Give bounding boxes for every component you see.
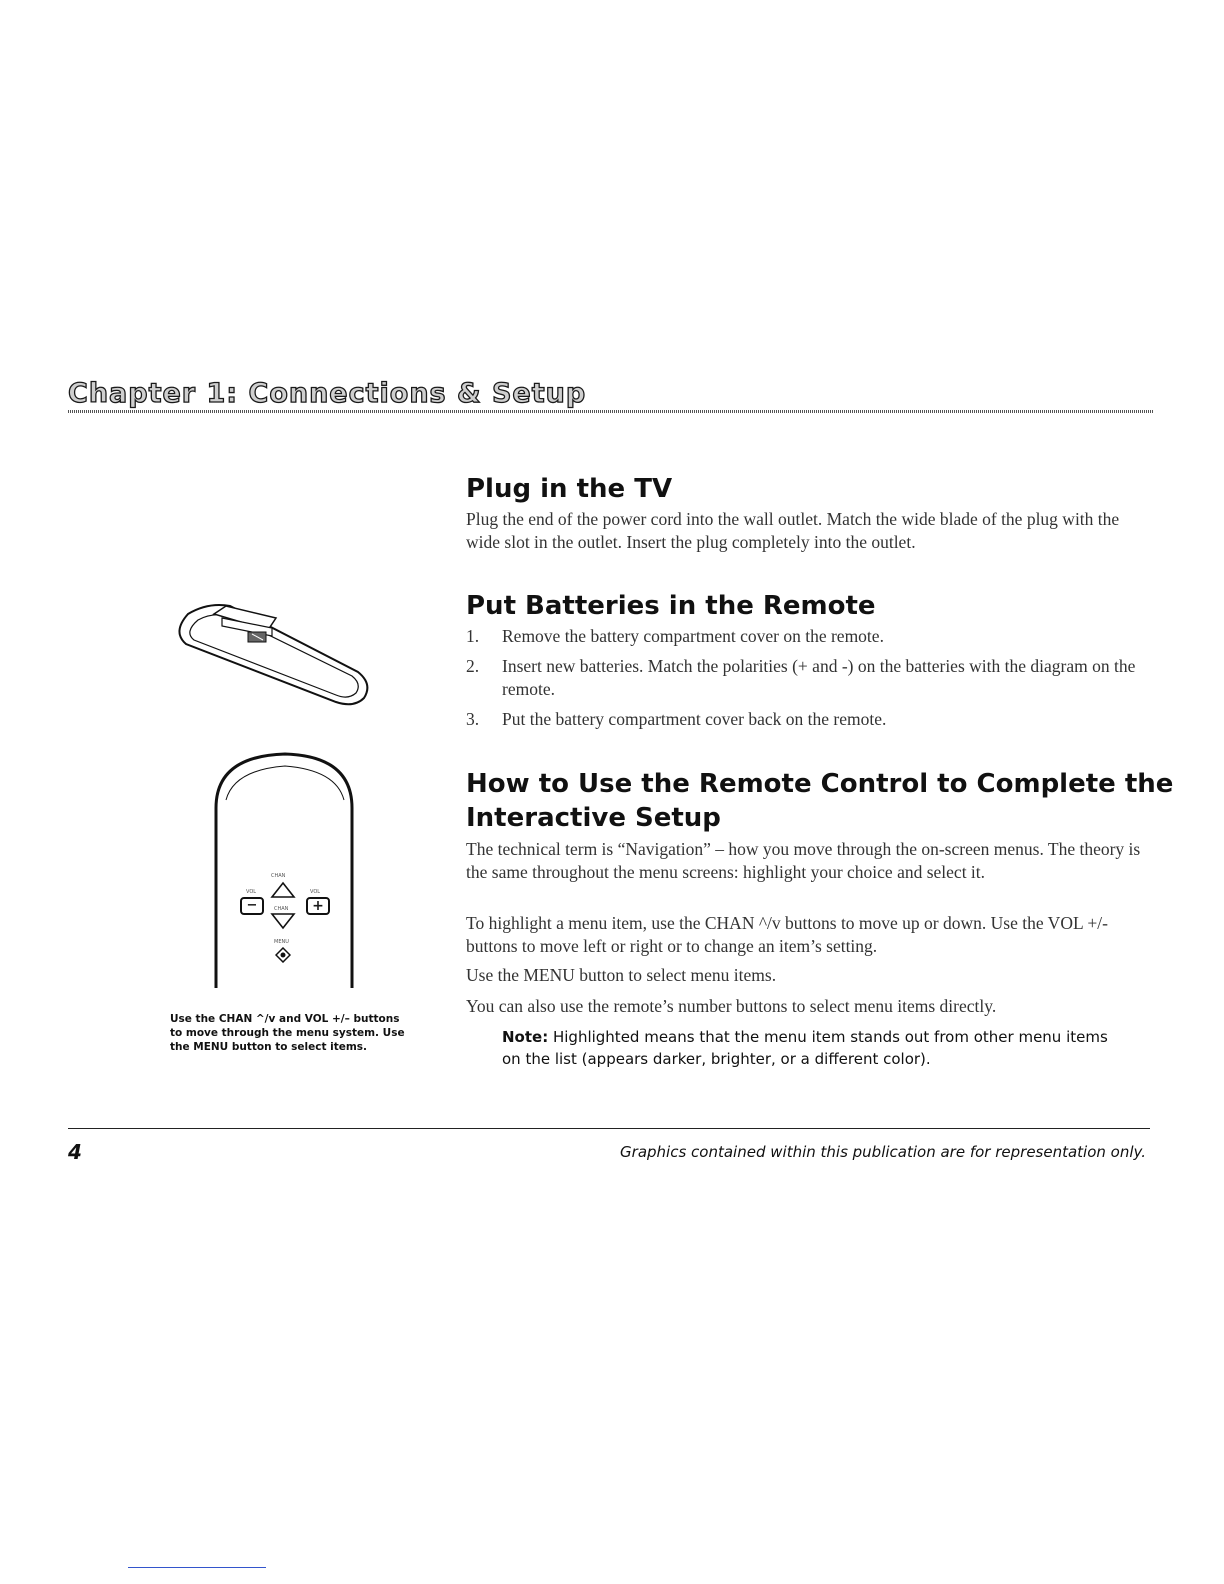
chan-label-bottom: CHAN	[274, 906, 289, 912]
remote-use-heading-line-1: How to Use the Remote Control to Complete the	[466, 769, 1174, 799]
vol-label-right: VOL	[310, 889, 321, 895]
step-text: Put the battery compartment cover back on the remote.	[502, 709, 887, 729]
chan-up-icon	[270, 881, 296, 899]
menu-paragraph: Use the MENU button to select menu items.	[466, 965, 777, 985]
step-text: Insert new batteries. Match the polarities (+ and -) on the batteries with the diagram on the remote.	[502, 656, 1136, 699]
highlight-paragraph: To highlight a menu item, use the CHAN ^/v buttons to move up or down. Use the VOL +/- buttons to move left or right or to change an item’s setting.	[466, 913, 1108, 956]
battery-step-1	[466, 625, 1142, 648]
remote-diagram-caption: Use the CHAN ^/v and VOL +/– buttons to move through the menu system. Use the MENU button to select items.	[170, 1013, 405, 1053]
batteries-heading: Put Batteries in the Remote	[466, 591, 876, 621]
vol-label-left: VOL	[246, 889, 257, 895]
menu-label: MENU	[274, 939, 289, 945]
bottom-link-underline	[128, 1567, 266, 1568]
navigation-paragraph: The technical term is “Navigation” – how you move through the on-screen menus. The theory is the same throughout the menu screens: highlight your choice and select it.	[466, 839, 1141, 882]
page-number: 4	[68, 1140, 82, 1164]
footer-disclaimer: Graphics contained within this publication are for representation only.	[620, 1143, 1146, 1161]
remote-use-heading-line-2: Interactive Setup	[466, 803, 721, 833]
battery-step-2	[466, 655, 1142, 701]
step-number: 2.	[466, 656, 480, 676]
plus-icon: +	[312, 898, 324, 914]
battery-remote-illustration	[168, 592, 378, 710]
vol-down-button	[240, 897, 264, 915]
remote-control-diagram	[210, 748, 360, 998]
plug-in-heading: Plug in the TV	[466, 474, 673, 504]
note-label: Note:	[502, 1028, 549, 1046]
battery-step-3	[466, 708, 1142, 731]
number-buttons-paragraph: You can also use the remote’s number buttons to select menu items directly.	[466, 996, 997, 1016]
note-text: Highlighted means that the menu item stands out from other menu items on the list (appears darker, brighter, or a different color).	[502, 1028, 1108, 1068]
chapter-divider	[68, 410, 1154, 413]
minus-icon: −	[246, 898, 258, 913]
vol-up-button	[306, 897, 330, 915]
footer-divider	[68, 1128, 1150, 1129]
step-number: 1.	[466, 626, 480, 646]
plug-in-body: Plug the end of the power cord into the wall outlet. Match the wide blade of the plug with the wide slot in the outlet. Insert the plug completely into the outlet.	[466, 509, 1120, 552]
chan-down-icon	[270, 912, 296, 930]
note-block	[502, 1026, 1122, 1070]
chapter-title: Chapter 1: Connections & Setup	[68, 378, 587, 409]
chan-label-top: CHAN	[271, 873, 286, 879]
menu-button-icon	[275, 947, 291, 963]
step-number: 3.	[466, 709, 480, 729]
step-text: Remove the battery compartment cover on the remote.	[502, 626, 884, 646]
